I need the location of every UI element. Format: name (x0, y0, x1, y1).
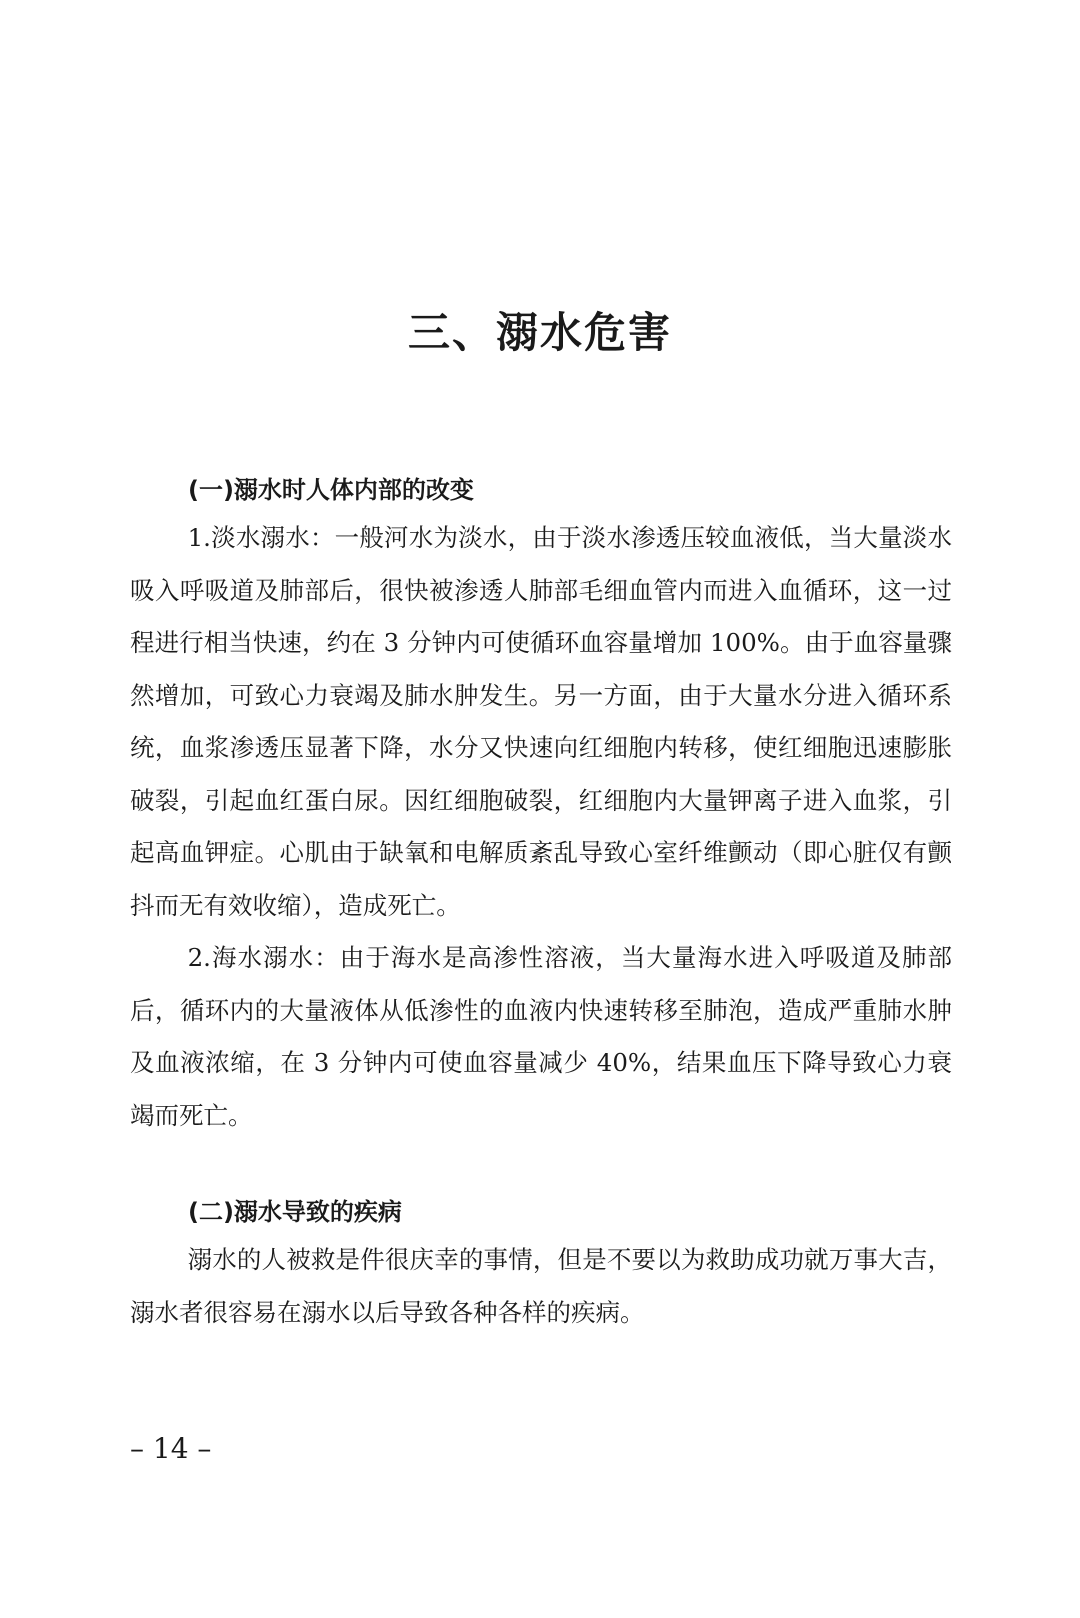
paragraph-freshwater-drowning: 1.淡水溺水：一般河水为淡水，由于淡水渗透压较血液低，当大量淡水吸入呼吸道及肺部后，很快被渗透人肺部毛细血管内而进入血循环，这一过程进行相当快速，约在 3 分钟内可使循环血容量增加 100%。由于血容量骤然增加，可致心力衰竭及肺水肿发生。另一方面，由于大量水分进入循环系统，血浆渗透压显著下降，水分又快速向红细胞内转移，使红细胞迅速膨胀破裂，引起血红蛋白尿。因红细胞破裂，红细胞内大量钾离子进入血浆，引起高血钾症。心肌由于缺氧和电解质紊乱导致心室纤维颤动（即心脏仅有颤抖而无有效收缩），造成死亡。 (130, 523, 952, 920)
page-title: 三、溺水危害 (407, 308, 672, 357)
page-body (130, 468, 952, 1339)
paragraph-seawater-drowning: 2.海水溺水：由于海水是高渗性溶液，当大量海水进入呼吸道及肺部后，循环内的大量液体从低渗性的血液内快速转移至肺泡，造成严重肺水肿及血液浓缩，在 3 分钟内可使血容量减少 40%，结果血压下降导致心力衰竭而死亡。 (130, 943, 952, 1130)
paragraph-drowning-diseases: 溺水的人被救是件很庆幸的事情，但是不要以为救助成功就万事大吉，溺水者很容易在溺水以后导致各种各样的疾病。 (130, 1245, 952, 1327)
section-gap (130, 1142, 952, 1190)
section-heading-2: (二)溺水导致的疾病 (188, 1198, 402, 1226)
section-heading-1: (一)溺水时人体内部的改变 (188, 476, 474, 504)
page-number: – 14 – (130, 1432, 212, 1465)
